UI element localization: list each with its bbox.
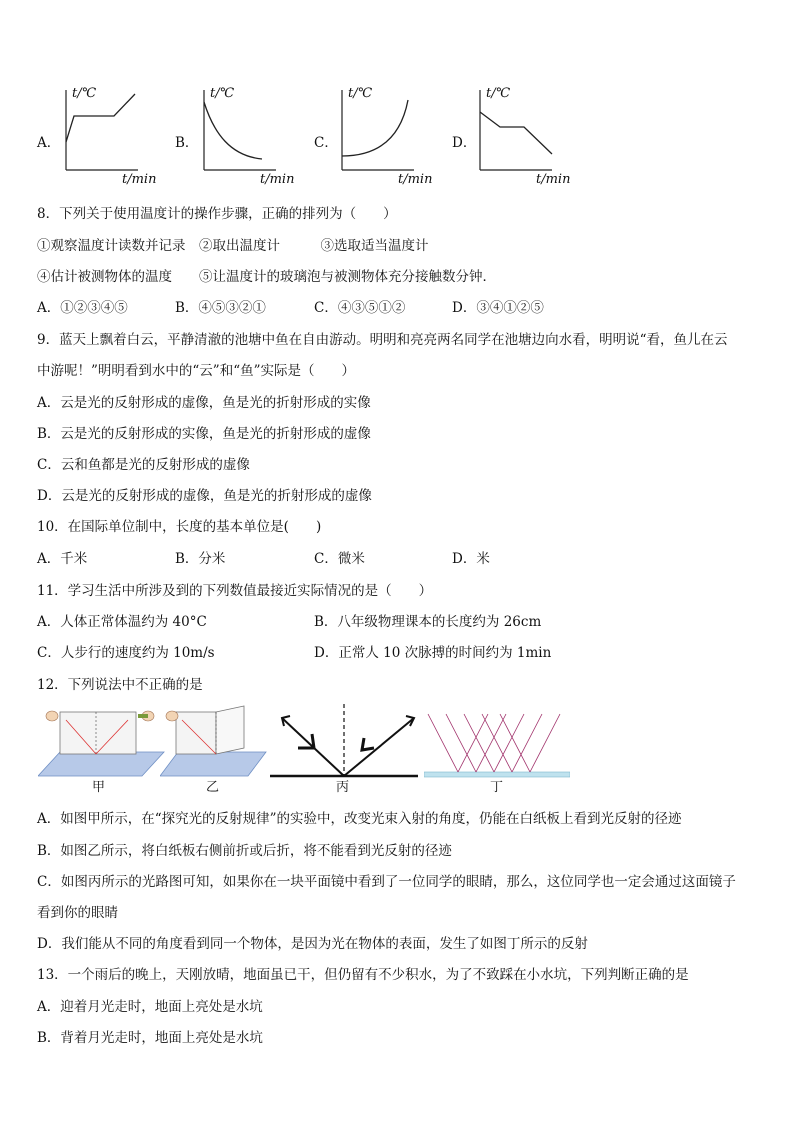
figure-ding [424,710,570,780]
y-axis-label: t/℃ [486,86,511,101]
figure-caption: 丙 [336,780,350,795]
option-b: B．背着月光走时，地面上亮处是水坑 [37,1030,263,1046]
x-axis-label: t/min [260,172,295,187]
option-d: D．米 [452,551,490,567]
option-d: D．③④①②⑤ [452,300,544,316]
figure-caption: 乙 [206,780,220,795]
question-stem: 9．蓝天上飘着白云，平静清澈的池塘中鱼在自由游动。明明和亮亮两名同学在池塘边向水看，明明说“看，鱼儿在云 [37,332,728,348]
option-a: A．如图甲所示，在“探究光的反射规律”的实验中，改变光束入射的角度，仍能在白纸板上看到光反射的径迹 [37,811,682,827]
option-d: D．正常人 10 次脉搏的时间约为 1min [314,645,552,661]
figure-caption: 甲 [92,780,106,795]
option-b: B．分米 [175,551,226,567]
y-axis-label: t/℃ [72,86,97,101]
option-c: C．云和鱼都是光的反射形成的虚像 [37,457,250,473]
option-c: C．人步行的速度约为 10m/s [37,645,215,661]
question-item-line: ①观察温度计读数并记录 ②取出温度计 ③选取适当温度计 [37,238,429,254]
y-axis-label: t/℃ [348,86,373,101]
question-item-line: ④估计被测物体的温度 ⑤让温度计的玻璃泡与被测物体充分接触数分钟． [37,269,496,285]
graph-letter: D． [452,135,477,151]
option-c-continued: 看到你的眼睛 [37,905,118,921]
question-stem: 12．下列说法中不正确的是 [37,677,203,693]
option-c: C．微米 [314,551,365,567]
option-a: A．①②③④⑤ [37,300,128,316]
x-axis-label: t/min [122,172,157,187]
x-axis-label: t/min [398,172,433,187]
graph-letter: B． [175,135,199,151]
figure-caption: 丁 [490,780,504,795]
question-stem: 10．在国际单位制中，长度的基本单位是( ) [37,519,322,535]
option-a: A．云是光的反射形成的虚像，鱼是光的折射形成的实像 [37,395,371,411]
option-b: B．④⑤③②① [175,300,266,316]
option-b: B．云是光的反射形成的实像，鱼是光的折射形成的虚像 [37,426,371,442]
option-d: D．云是光的反射形成的虚像，鱼是光的折射形成的虚像 [37,488,372,504]
graph-letter: A． [37,135,61,151]
option-c: C．④③⑤①② [314,300,406,316]
graph-letter: C． [314,135,338,151]
question-stem: 8．下列关于使用温度计的操作步骤，正确的排列为（ ） [37,206,397,222]
option-a: A．千米 [37,551,88,567]
figure-bing [268,702,420,780]
option-a: A．迎着月光走时，地面上亮处是水坑 [37,999,263,1015]
x-axis-label: t/min [536,172,571,187]
option-a: A．人体正常体温约为 40°C [37,614,207,630]
y-axis-label: t/℃ [210,86,235,101]
figure-yi [160,704,268,780]
option-b: B．八年级物理课本的长度约为 26cm [314,614,542,630]
figure-jia [38,704,166,780]
option-d: D．我们能从不同的角度看到同一个物体，是因为光在物体的表面，发生了如图丁所示的反射 [37,936,588,952]
option-b: B．如图乙所示，将白纸板右侧前折或后折，将不能看到光反射的径迹 [37,843,452,859]
question-stem: 13．一个雨后的晚上，天刚放晴，地面虽已干，但仍留有不少积水，为了不致踩在小水坑，下列判断正确的是 [37,967,689,983]
question-stem-continued: 中游呢！”明明看到水中的“云”和“鱼”实际是（ ） [37,363,356,379]
question-stem: 11．学习生活中所涉及到的下列数值最接近实际情况的是（ ） [37,583,433,599]
option-c: C．如图丙所示的光路图可知，如果你在一块平面镜中看到了一位同学的眼睛，那么，这位同学也一定会通过这面镜子 [37,874,736,890]
